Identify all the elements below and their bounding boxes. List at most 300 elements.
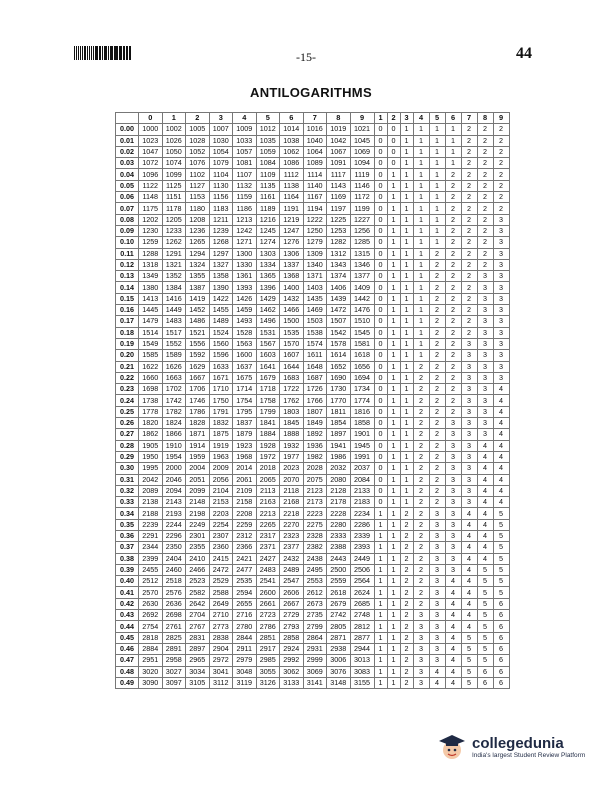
table-cell: 1941: [327, 440, 351, 451]
table-row: [116, 610, 510, 621]
table-cell: 1: [400, 271, 413, 282]
table-cell: 2: [413, 587, 429, 598]
table-cell: 1710: [209, 384, 233, 395]
table-cell: 2951: [139, 655, 163, 666]
table-cell: 1276: [280, 237, 304, 248]
table-cell: 3: [477, 293, 493, 304]
table-cell: 2911: [233, 643, 257, 654]
table-cell: 3: [413, 655, 429, 666]
table-cell: 1380: [139, 282, 163, 293]
table-cell: 1035: [256, 135, 280, 146]
table-cell: 5: [493, 530, 509, 541]
table-cell: 2864: [303, 632, 327, 643]
table-cell: 3: [461, 451, 477, 462]
table-cell: 1968: [233, 451, 257, 462]
table-cell: 6: [477, 666, 493, 677]
table-cell: 1884: [256, 429, 280, 440]
table-cell: 1: [413, 327, 429, 338]
antilog-table: [115, 112, 510, 689]
table-cell: 1045: [350, 135, 374, 146]
table-cell: 2: [445, 406, 461, 417]
table-cell: 1125: [162, 180, 186, 191]
table-cell: 2: [400, 519, 413, 530]
table-cell: 2761: [162, 621, 186, 632]
table-cell: 1109: [256, 169, 280, 180]
table-cell: 2: [493, 135, 509, 146]
table-cell: 0: [374, 135, 387, 146]
table-cell: 2148: [186, 497, 210, 508]
table-cell: 6: [493, 598, 509, 609]
table-cell: 1807: [303, 406, 327, 417]
table-cell: 2: [461, 180, 477, 191]
table-cell: 1503: [303, 316, 327, 327]
column-header: 9: [350, 113, 374, 124]
table-cell: 2667: [280, 598, 304, 609]
table-cell: 1: [387, 576, 400, 587]
table-cell: 1130: [209, 180, 233, 191]
table-cell: 3105: [186, 677, 210, 688]
table-cell: 1393: [233, 282, 257, 293]
table-cell: 3: [429, 576, 445, 587]
table-cell: 1172: [350, 192, 374, 203]
table-cell: 2042: [139, 474, 163, 485]
table-cell: 4: [493, 418, 509, 429]
table-cell: 3: [445, 497, 461, 508]
table-cell: 1312: [327, 248, 351, 259]
table-cell: 2018: [256, 463, 280, 474]
table-cell: 5: [493, 587, 509, 598]
column-header: 1: [374, 113, 387, 124]
table-cell: 2992: [280, 655, 304, 666]
table-cell: 1: [413, 180, 429, 191]
table-cell: 2636: [162, 598, 186, 609]
table-row: [116, 372, 510, 383]
table-cell: 2317: [256, 530, 280, 541]
table-cell: 1: [400, 282, 413, 293]
table-cell: 1633: [209, 361, 233, 372]
table-cell: 3: [445, 508, 461, 519]
table-cell: 1: [400, 406, 413, 417]
table-cell: 4: [477, 508, 493, 519]
table-cell: 1698: [139, 384, 163, 395]
table-cell: 1592: [186, 350, 210, 361]
table-cell: 1: [429, 124, 445, 135]
table-cell: 1: [374, 530, 387, 541]
table-cell: 1112: [280, 169, 304, 180]
table-cell: 2: [445, 350, 461, 361]
table-cell: 2: [429, 372, 445, 383]
table-cell: 2113: [256, 485, 280, 496]
table-cell: 1892: [303, 429, 327, 440]
table-cell: 1: [387, 542, 400, 553]
table-cell: 3: [461, 350, 477, 361]
table-cell: 2070: [280, 474, 304, 485]
table-cell: 0: [374, 271, 387, 282]
table-cell: 0: [374, 497, 387, 508]
table-cell: 2: [445, 327, 461, 338]
table-cell: 1: [413, 293, 429, 304]
table-cell: 1374: [327, 271, 351, 282]
table-cell: 1782: [162, 406, 186, 417]
table-cell: 4: [493, 395, 509, 406]
table-cell: 1: [374, 598, 387, 609]
table-row: [116, 677, 510, 688]
table-cell: 2133: [350, 485, 374, 496]
table-cell: 2: [477, 124, 493, 135]
table-cell: 1191: [280, 203, 304, 214]
table-cell: 2094: [162, 485, 186, 496]
table-cell: 2661: [256, 598, 280, 609]
table-cell: 1014: [280, 124, 304, 135]
table-cell: 3: [461, 395, 477, 406]
table-cell: 3: [445, 451, 461, 462]
table-cell: 4: [477, 553, 493, 564]
table-cell: 1167: [303, 192, 327, 203]
table-cell: 2692: [139, 610, 163, 621]
table-cell: 1: [374, 632, 387, 643]
table-cell: 2: [477, 169, 493, 180]
table-cell: 3: [493, 350, 509, 361]
table-cell: 2: [413, 361, 429, 372]
table-cell: 5: [477, 632, 493, 643]
table-cell: 2: [445, 372, 461, 383]
column-header: 6: [280, 113, 304, 124]
table-cell: 1153: [186, 192, 210, 203]
table-cell: 3: [477, 418, 493, 429]
table-cell: 4: [461, 621, 477, 632]
table-cell: 2449: [350, 553, 374, 564]
table-cell: 2: [445, 395, 461, 406]
table-cell: 2710: [209, 610, 233, 621]
table-row: [116, 587, 510, 598]
table-cell: 0: [374, 474, 387, 485]
table-cell: 4: [493, 384, 509, 395]
table-cell: 1: [400, 418, 413, 429]
table-cell: 2123: [303, 485, 327, 496]
table-cell: 1365: [256, 271, 280, 282]
table-cell: 1528: [233, 327, 257, 338]
table-cell: 1: [429, 192, 445, 203]
table-cell: 2: [445, 192, 461, 203]
table-cell: 1: [400, 451, 413, 462]
table-cell: 2: [445, 203, 461, 214]
table-cell: 1: [400, 146, 413, 157]
table-cell: 1355: [186, 271, 210, 282]
table-cell: 1189: [256, 203, 280, 214]
table-cell: 1159: [233, 192, 257, 203]
table-cell: 2: [413, 474, 429, 485]
table-cell: 2547: [280, 576, 304, 587]
table-cell: 1: [374, 564, 387, 575]
table-cell: 1016: [303, 124, 327, 135]
table-cell: 1: [400, 327, 413, 338]
column-header: 3: [209, 113, 233, 124]
table-cell: 1: [374, 553, 387, 564]
table-cell: 4: [445, 632, 461, 643]
table-cell: 2: [413, 372, 429, 383]
table-cell: 1297: [209, 248, 233, 259]
table-cell: 3048: [233, 666, 257, 677]
table-cell: 1: [387, 497, 400, 508]
table-cell: 1315: [350, 248, 374, 259]
table-cell: 1: [429, 135, 445, 146]
table-row: [116, 338, 510, 349]
table-cell: 1: [413, 203, 429, 214]
table-cell: 1005: [186, 124, 210, 135]
table-row: [116, 135, 510, 146]
table-cell: 2051: [186, 474, 210, 485]
table-cell: 2: [477, 135, 493, 146]
table-cell: 4: [461, 564, 477, 575]
table-cell: 2404: [162, 553, 186, 564]
table-cell: 1: [374, 519, 387, 530]
table-cell: 1: [413, 146, 429, 157]
table-cell: 1493: [233, 316, 257, 327]
table-cell: 1033: [233, 135, 257, 146]
column-header: 8: [477, 113, 493, 124]
table-cell: 2265: [256, 519, 280, 530]
table-cell: 1: [429, 180, 445, 191]
table-cell: 2972: [209, 655, 233, 666]
table-cell: 2999: [303, 655, 327, 666]
table-cell: 1: [429, 158, 445, 169]
table-cell: 1905: [139, 440, 163, 451]
table-cell: 2: [429, 259, 445, 270]
row-header: 0.41: [116, 587, 139, 598]
table-cell: 2128: [327, 485, 351, 496]
table-cell: 1038: [280, 135, 304, 146]
table-cell: 1: [400, 305, 413, 316]
table-cell: 1064: [303, 146, 327, 157]
table-cell: 2716: [233, 610, 257, 621]
table-cell: 1622: [139, 361, 163, 372]
table-cell: 1: [429, 169, 445, 180]
table-cell: 2: [461, 259, 477, 270]
table-row: [116, 282, 510, 293]
row-header: 0.01: [116, 135, 139, 146]
table-cell: 2655: [233, 598, 257, 609]
table-cell: 1282: [327, 237, 351, 248]
row-header: 0.44: [116, 621, 139, 632]
table-row: [116, 463, 510, 474]
table-cell: 1: [387, 632, 400, 643]
table-cell: 1: [387, 372, 400, 383]
table-cell: 1: [413, 248, 429, 259]
row-header: 0.42: [116, 598, 139, 609]
table-cell: 3: [445, 429, 461, 440]
table-cell: 1253: [327, 225, 351, 236]
table-cell: 1637: [233, 361, 257, 372]
table-cell: 5: [461, 677, 477, 688]
table-cell: 1786: [186, 406, 210, 417]
table-cell: 6: [493, 655, 509, 666]
table-cell: 3133: [280, 677, 304, 688]
table-cell: 1746: [186, 395, 210, 406]
table-cell: 1: [445, 158, 461, 169]
table-cell: 1: [413, 169, 429, 180]
table-cell: 2924: [280, 643, 304, 654]
table-cell: 2046: [162, 474, 186, 485]
table-cell: 1: [413, 350, 429, 361]
table-row: [116, 451, 510, 462]
table-cell: 1151: [162, 192, 186, 203]
table-cell: 3: [429, 621, 445, 632]
table-cell: 2333: [327, 530, 351, 541]
table-cell: 1: [400, 338, 413, 349]
table-cell: 1079: [209, 158, 233, 169]
table-row: [116, 158, 510, 169]
table-cell: 2: [445, 293, 461, 304]
table-cell: 1982: [303, 451, 327, 462]
paper-code: 44: [516, 45, 532, 62]
table-cell: 1483: [162, 316, 186, 327]
table-row: [116, 418, 510, 429]
table-row: [116, 474, 510, 485]
table-cell: 3020: [139, 666, 163, 677]
table-cell: 2: [413, 429, 429, 440]
table-cell: 1: [387, 395, 400, 406]
row-header: 0.16: [116, 305, 139, 316]
table-cell: 1: [374, 655, 387, 666]
table-cell: 1: [387, 282, 400, 293]
table-cell: 3: [493, 248, 509, 259]
table-cell: 1306: [280, 248, 304, 259]
table-cell: 1042: [327, 135, 351, 146]
table-cell: 1928: [256, 440, 280, 451]
table-cell: 1: [387, 485, 400, 496]
table-cell: 1183: [209, 203, 233, 214]
table-cell: 2427: [256, 553, 280, 564]
table-cell: 2: [461, 214, 477, 225]
table-cell: 2: [445, 338, 461, 349]
table-cell: 1574: [303, 338, 327, 349]
table-cell: 2512: [139, 576, 163, 587]
column-header: 2: [387, 113, 400, 124]
table-cell: 1222: [303, 214, 327, 225]
table-cell: 1076: [186, 158, 210, 169]
table-cell: 0: [374, 214, 387, 225]
table-cell: 1435: [303, 293, 327, 304]
table-cell: 2472: [209, 564, 233, 575]
table-cell: 6: [493, 677, 509, 688]
table-cell: 1: [413, 135, 429, 146]
table-cell: 1: [374, 643, 387, 654]
table-cell: 2851: [256, 632, 280, 643]
table-cell: 2163: [256, 497, 280, 508]
table-cell: 4: [461, 598, 477, 609]
table-cell: 1: [387, 564, 400, 575]
table-cell: 2138: [139, 497, 163, 508]
table-cell: 1012: [256, 124, 280, 135]
table-cell: 2: [429, 350, 445, 361]
table-cell: 3: [429, 530, 445, 541]
table-cell: 2: [477, 180, 493, 191]
table-cell: 1239: [209, 225, 233, 236]
table-cell: 1945: [350, 440, 374, 451]
table-cell: 2979: [233, 655, 257, 666]
table-cell: 2009: [209, 463, 233, 474]
table-cell: 1390: [209, 282, 233, 293]
table-cell: 2: [429, 338, 445, 349]
table-cell: 1337: [280, 259, 304, 270]
row-header: 0.40: [116, 576, 139, 587]
table-cell: 1: [387, 350, 400, 361]
table-cell: 1734: [350, 384, 374, 395]
table-cell: 1256: [350, 225, 374, 236]
table-cell: 1542: [327, 327, 351, 338]
table-cell: 1259: [139, 237, 163, 248]
table-cell: 1656: [350, 361, 374, 372]
table-cell: 1816: [350, 406, 374, 417]
table-cell: 2985: [256, 655, 280, 666]
table-cell: 1: [400, 158, 413, 169]
table-cell: 1291: [162, 248, 186, 259]
table-cell: 1: [400, 293, 413, 304]
table-cell: 3: [461, 474, 477, 485]
table-cell: 1: [429, 146, 445, 157]
table-cell: 2466: [186, 564, 210, 575]
table-cell: 2438: [303, 553, 327, 564]
table-cell: 3: [445, 564, 461, 575]
table-cell: 1959: [186, 451, 210, 462]
table-cell: 1932: [280, 440, 304, 451]
table-cell: 2366: [233, 542, 257, 553]
table-cell: 2506: [350, 564, 374, 575]
table-cell: 1750: [209, 395, 233, 406]
table-cell: 0: [374, 429, 387, 440]
table-cell: 2: [429, 463, 445, 474]
table-row: [116, 350, 510, 361]
table-cell: 3: [493, 327, 509, 338]
column-header: 5: [256, 113, 280, 124]
table-cell: 2218: [280, 508, 304, 519]
table-header-row: [116, 113, 510, 124]
table-cell: 3: [477, 361, 493, 372]
table-cell: 3034: [186, 666, 210, 677]
table-cell: 2037: [350, 463, 374, 474]
table-cell: 0: [374, 203, 387, 214]
table-cell: 4: [461, 587, 477, 598]
table-cell: 3: [445, 463, 461, 474]
table-cell: 1119: [350, 169, 374, 180]
table-cell: 1303: [256, 248, 280, 259]
table-cell: 1888: [280, 429, 304, 440]
column-header: 7: [303, 113, 327, 124]
table-cell: 2: [413, 384, 429, 395]
table-cell: 1: [400, 237, 413, 248]
table-cell: 2: [461, 271, 477, 282]
table-cell: 1219: [280, 214, 304, 225]
table-cell: 1866: [162, 429, 186, 440]
table-row: [116, 169, 510, 180]
table-cell: 3: [461, 406, 477, 417]
table-cell: 2: [445, 282, 461, 293]
table-cell: 2: [413, 519, 429, 530]
table-cell: 0: [374, 293, 387, 304]
table-cell: 1343: [327, 259, 351, 270]
table-cell: 1069: [350, 146, 374, 157]
row-header: 0.28: [116, 440, 139, 451]
table-cell: 3: [445, 542, 461, 553]
row-header: 0.33: [116, 497, 139, 508]
table-cell: 1026: [162, 135, 186, 146]
table-cell: 2825: [162, 632, 186, 643]
table-cell: 1274: [256, 237, 280, 248]
table-cell: 1: [387, 316, 400, 327]
row-header: 0.36: [116, 530, 139, 541]
table-cell: 3027: [162, 666, 186, 677]
table-cell: 1611: [303, 350, 327, 361]
